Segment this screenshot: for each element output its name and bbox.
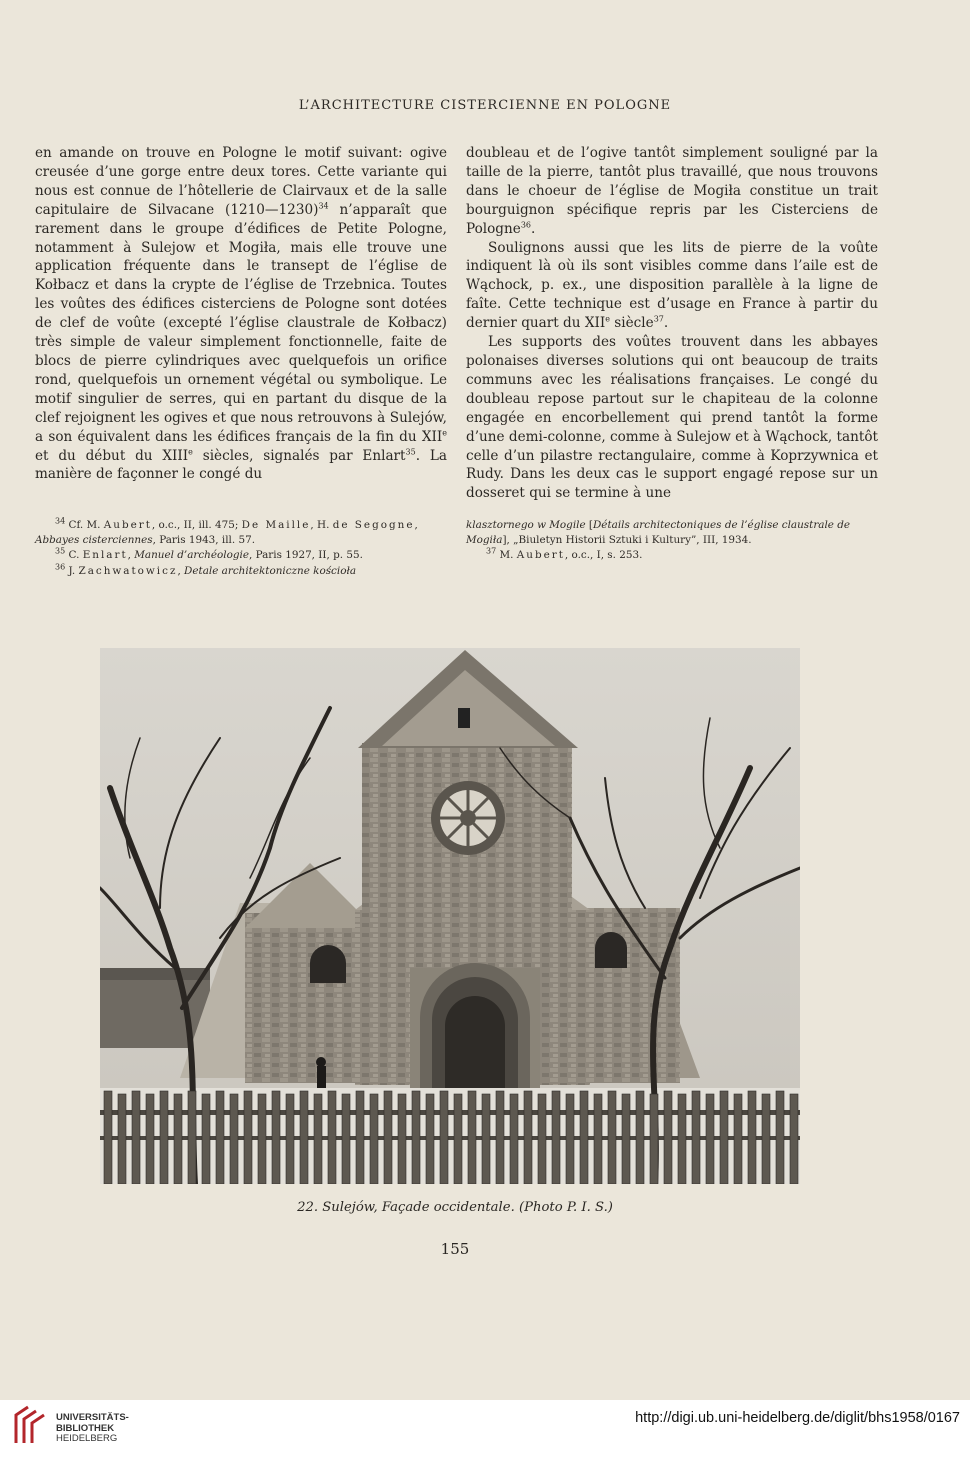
footnotes-right xyxy=(466,518,878,564)
footnote-34: $^{34}$ Cf. M. Aubert, o.c., II, ill. 475; De Maille, H. de Segogne, Abbayes cisterciennes, Paris 1943, ill. 57. xyxy=(35,516,418,547)
paragraph: doubleau et de l’ogive tantôt simplement souligné par la taille de la pierre, tantôt plus travaillé, que nous trouvons dans le choeur de l’église de Mogiła constitue un trait bourguignon spécifique repris par les Cisterciens de Pologne$^{36}$. xyxy=(466,145,878,237)
footnote-35: $^{35}$ C. Enlart, Manuel d’archéologie, Paris 1927, II, p. 55. xyxy=(55,546,363,562)
church-facade-photo xyxy=(100,648,800,1184)
footnote-ref: 36 xyxy=(520,220,532,230)
ub-heidelberg-logo-icon[interactable] xyxy=(12,1405,48,1445)
footnote-36-continued: klasztornego w Mogile [Détails architectoniques de l’église claustrale de Mogiła], „Biuletyn Historii Sztuki i Kultury”, III, 1934. xyxy=(466,519,851,547)
paragraph: en amande on trouve en Pologne le motif suivant: ogive creusée d’une gorge entre deux tores. Cette variante qui nous est connue de l’hôtellerie de Clairvaux et de la salle capitulaire de Silvacane (1210—1230)$^{34}$ n’apparaît que rarement dans le groupe d’édifices de Petite Pologne, notamment à Sulejow et Mogiła, mais elle trouve une application fréquente dans le transept de l’église de Kołbacz et dans la crypte de l’église de Trzebnica. Toutes les voûtes des édifices cisterciens de Pologne sont dotées de clef de voûte (excepté l’église claustrale de Kołbacz) très simple de valeur simplement fonctionnelle, faite de blocs de pierre cylindriques avec quelquefois un orifice rond, quelquefois un ornement végétal ou symbolique. Le motif singulier de serres, qui en partant du disque de la clef rejoignent les ogives et que nous retrouvons à Sulejów, a son équivalent dans les édifices français de la fin du XIIe et du début du XIIIe siècles, signalés par Enlart$^{35}$. La manière de façonner le congé du xyxy=(35,145,447,483)
running-head: L’ARCHITECTURE CISTERCIENNE EN POLOGNE xyxy=(298,98,672,113)
text-column-right xyxy=(466,144,878,503)
library-name[interactable]: UNIVERSITÄTS- BIBLIOTHEK HEIDELBERG xyxy=(56,1412,129,1444)
permalink-url[interactable]: http://digi.ub.uni-heidelberg.de/diglit/bhs1958/0167 xyxy=(635,1410,960,1426)
footnote-36: $^{36}$ J. Zachwatowicz, Detale architektoniczne kościoła xyxy=(55,562,357,577)
figure-caption: 22. Sulejów, Façade occidentale. (Photo P. I. S.) xyxy=(297,1200,613,1215)
footnote-ref: 34 xyxy=(318,201,329,211)
footnote-ref: 37 xyxy=(653,314,664,324)
paragraph: Soulignons aussi que les lits de pierre de la voûte indiquent là où ils sont visibles comme dans l’aile est de Wąchock, p. ex., une disposition parallèle à la ligne de faîte. Cette technique est d’usage en France à partir du dernier quart du XIIe siècle$^{37}$. xyxy=(466,239,878,332)
page-number: 155 xyxy=(440,1240,470,1258)
footnote-ref: 35 xyxy=(405,446,416,456)
footnote-37: $^{37}$ M. Aubert, o.c., I, s. 253. xyxy=(486,546,643,562)
footnotes-left xyxy=(35,518,447,579)
paragraph: Les supports des voûtes trouvent dans les abbayes polonaises diverses solutions qui ont beaucoup de traits communs avec les réalisations françaises. Le congé du doubleau repose partout sur le chapiteau de la colonne engagée en encorbellement qui prend tantôt la forme d’une demi-colonne, comme à Sulejow et à Wąchock, tantôt celle d’un pilastre rectangulaire, comme à Koprzywnica et Rudy. Dans les deux cas le support engagé repose sur un dosseret qui se termine à une xyxy=(466,334,878,502)
text-column-left xyxy=(35,144,447,484)
